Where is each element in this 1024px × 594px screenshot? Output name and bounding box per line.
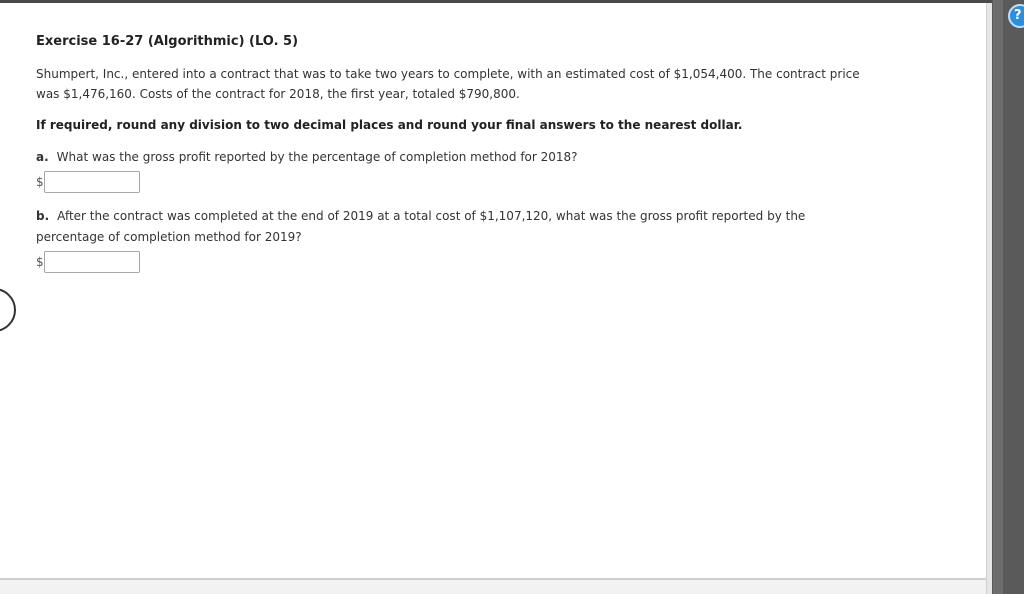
- answer-b-currency: $: [36, 255, 44, 269]
- help-icon[interactable]: ?: [1008, 4, 1024, 28]
- question-a: [36, 147, 836, 168]
- question-b-letter: b.: [36, 209, 50, 223]
- answer-b-input[interactable]: [44, 251, 140, 273]
- question-b: [36, 206, 836, 248]
- answer-b-row: [36, 250, 140, 274]
- question-a-text: What was the gross profit reported by the percentage of completion method for 2018?: [56, 150, 578, 164]
- answer-a-row: [36, 170, 140, 194]
- question-a-letter: a.: [36, 150, 49, 164]
- right-panel-scrollbar[interactable]: [993, 0, 1003, 594]
- rounding-instruction: If required, round any division to two decimal places and round your final answers to the nearest dollar.: [36, 118, 743, 132]
- answer-a-input[interactable]: [44, 171, 140, 193]
- problem-text: Shumpert, Inc., entered into a contract that was to take two years to complete, with an estimated cost of $1,054,400. The contract price was $1,476,160. Costs of the contract for 2018, the first year, totaled $790,800.: [36, 67, 860, 101]
- question-b-text: After the contract was completed at the end of 2019 at a total cost of $1,107,120, what was the gross profit reported by the percentage of completion method for 2019?: [36, 209, 806, 244]
- exercise-title: Exercise 16-27 (Algorithmic) (LO. 5): [36, 34, 299, 49]
- bottom-shade: [0, 580, 986, 594]
- answer-a-currency: $: [36, 175, 44, 189]
